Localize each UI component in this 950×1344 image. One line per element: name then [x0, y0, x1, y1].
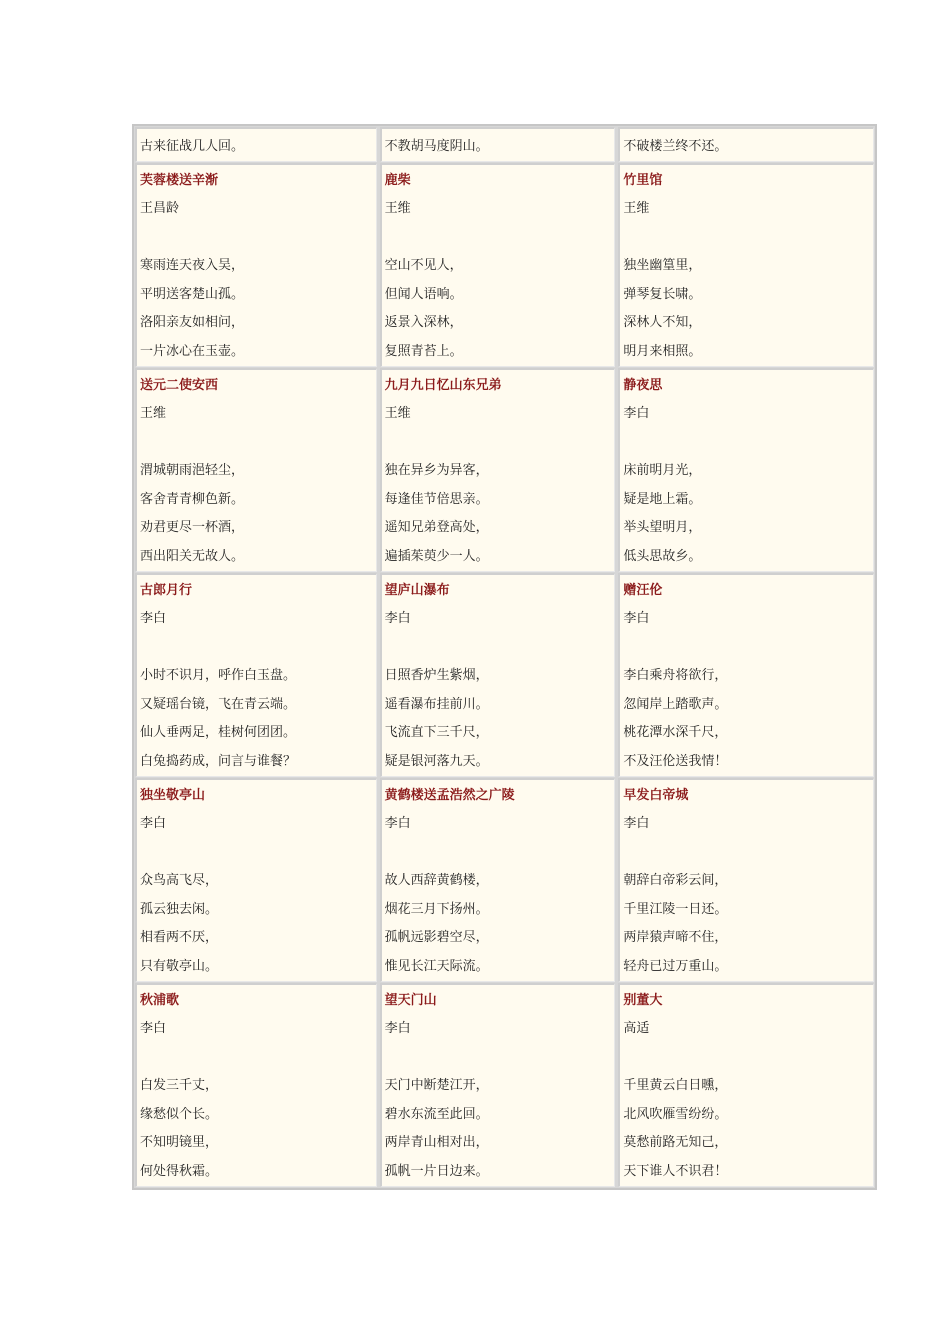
poem-line: 白兔捣药成，问言与谁餐？ — [140, 753, 297, 769]
poem-line: 众鸟高飞尽， — [140, 873, 219, 888]
table-row — [134, 982, 875, 1188]
poem-cell — [380, 573, 616, 777]
poem-title: 竹里馆 — [623, 173, 663, 188]
poem-line: 渭城朝雨浥轻尘， — [140, 463, 245, 478]
poem-cell — [618, 127, 874, 162]
poem-author: 王维 — [140, 406, 167, 421]
poem-line: 烟花三月下扬州。 — [384, 901, 489, 917]
poem-author: 王昌龄 — [140, 201, 180, 216]
poem-title: 赠汪伦 — [623, 583, 663, 598]
poem-cell — [135, 573, 377, 777]
poem-line: 又疑瑶台镜，飞在青云端。 — [140, 696, 297, 712]
poem-line: 一片冰心在玉壶。 — [140, 343, 245, 359]
spacer — [385, 223, 615, 252]
poem-line: 独坐幽篁里， — [623, 258, 702, 273]
poem-cell — [135, 778, 377, 982]
poem-cell — [380, 368, 616, 572]
poem-line: 寒雨连天夜入吴， — [140, 258, 245, 273]
poem-line: 独在异乡为异客， — [384, 463, 489, 478]
poem-line: 缘愁似个长。 — [140, 1106, 219, 1122]
table-row — [134, 162, 875, 367]
poem-line: 惟见长江天际流。 — [384, 958, 489, 974]
table-row — [134, 367, 875, 572]
poem-line: 莫愁前路无知己， — [623, 1135, 728, 1150]
poem-line: 飞流直下三千尺， — [384, 725, 489, 740]
poem-line: 不教胡马度阴山。 — [384, 139, 489, 154]
poem-line: 白发三千丈， — [140, 1078, 219, 1093]
poem-title: 送元二使安西 — [140, 378, 219, 393]
poem-table — [132, 124, 877, 1190]
spacer — [140, 838, 376, 867]
poem-cell — [380, 983, 616, 1187]
poem-title: 静夜思 — [623, 378, 663, 393]
poem-line: 洛阳亲友如相问， — [140, 315, 245, 330]
poem-line: 平明送客楚山孤。 — [140, 286, 245, 302]
spacer — [623, 633, 873, 662]
poem-cell — [135, 163, 377, 367]
poem-cell — [380, 778, 616, 982]
spacer — [140, 1043, 376, 1072]
poem-line: 故人西辞黄鹤楼， — [384, 873, 489, 888]
spacer — [623, 838, 873, 867]
poem-line: 孤帆一片日边来。 — [384, 1163, 489, 1179]
poem-author: 李白 — [623, 406, 650, 421]
spacer — [140, 223, 376, 252]
poem-line: 孤云独去闲。 — [140, 901, 219, 917]
poem-title: 望天门山 — [384, 993, 437, 1008]
table-row — [134, 572, 875, 777]
poem-author: 李白 — [623, 611, 650, 626]
poem-title: 芙蓉楼送辛渐 — [140, 173, 219, 188]
poem-line: 朝辞白帝彩云间， — [623, 873, 728, 888]
poem-line: 两岸猿声啼不住， — [623, 930, 728, 945]
spacer — [140, 428, 376, 457]
poem-author: 高适 — [623, 1021, 650, 1036]
poem-line: 空山不见人， — [384, 258, 463, 273]
poem-title: 独坐敬亭山 — [140, 788, 206, 803]
spacer — [140, 633, 376, 662]
poem-cell — [135, 983, 377, 1187]
poem-author: 李白 — [384, 1021, 411, 1036]
poem-cell — [618, 163, 874, 367]
poem-cell — [618, 573, 874, 777]
poem-line: 但闻人语响。 — [384, 286, 463, 302]
poem-author: 李白 — [384, 611, 411, 626]
poem-title: 秋浦歌 — [140, 993, 180, 1008]
poem-author: 李白 — [140, 1021, 167, 1036]
poem-line: 复照青苔上。 — [384, 343, 463, 359]
poem-line: 何处得秋霜。 — [140, 1163, 219, 1179]
poem-line: 轻舟已过万重山。 — [623, 958, 728, 974]
poem-cell — [135, 127, 377, 162]
poem-line: 劝君更尽一杯酒， — [140, 520, 245, 535]
poem-line: 返景入深林， — [384, 315, 463, 330]
spacer — [623, 428, 873, 457]
poem-author: 李白 — [623, 816, 650, 831]
poem-line: 弹琴复长啸。 — [623, 286, 702, 302]
poem-line: 深林人不知， — [623, 315, 702, 330]
poem-line: 低头思故乡。 — [623, 548, 702, 564]
poem-title: 九月九日忆山东兄弟 — [384, 378, 502, 393]
poem-cell — [618, 983, 874, 1187]
poem-cell — [380, 127, 616, 162]
poem-line: 明月来相照。 — [623, 343, 702, 359]
poem-line: 古来征战几人回。 — [140, 139, 245, 154]
poem-line: 疑是银河落九天。 — [384, 753, 489, 769]
poem-line: 床前明月光， — [623, 463, 702, 478]
poem-line: 天门中断楚江开， — [384, 1078, 489, 1093]
poem-line: 只有敬亭山。 — [140, 958, 219, 974]
poem-line: 两岸青山相对出， — [384, 1135, 489, 1150]
spacer — [385, 1043, 615, 1072]
poem-cell — [618, 778, 874, 982]
poem-author: 王维 — [384, 406, 411, 421]
poem-author: 王维 — [623, 201, 650, 216]
poem-author: 李白 — [140, 611, 167, 626]
spacer — [385, 428, 615, 457]
poem-line: 疑是地上霜。 — [623, 491, 702, 507]
poem-cell — [380, 163, 616, 367]
poem-title: 鹿柴 — [384, 173, 411, 188]
table-row — [134, 777, 875, 982]
table-row — [134, 126, 875, 162]
poem-author: 李白 — [140, 816, 167, 831]
poem-line: 西出阳关无故人。 — [140, 548, 245, 564]
poem-line: 不及汪伦送我情！ — [623, 753, 728, 769]
spacer — [623, 223, 873, 252]
poem-line: 桃花潭水深千尺， — [623, 725, 728, 740]
poem-title: 黄鹤楼送孟浩然之广陵 — [384, 788, 515, 803]
poem-title: 别董大 — [623, 993, 663, 1008]
poem-line: 遥知兄弟登高处， — [384, 520, 489, 535]
poem-line: 日照香炉生紫烟， — [384, 668, 489, 683]
poem-line: 千里黄云白日曛， — [623, 1078, 728, 1093]
poem-title: 早发白帝城 — [623, 788, 689, 803]
poem-line: 北风吹雁雪纷纷。 — [623, 1106, 728, 1122]
poem-line: 碧水东流至此回。 — [384, 1106, 489, 1122]
poem-line: 小时不识月，呼作白玉盘。 — [140, 668, 297, 683]
spacer — [623, 1043, 873, 1072]
poem-line: 忽闻岸上踏歌声。 — [623, 696, 728, 712]
poem-line: 不知明镜里， — [140, 1135, 219, 1150]
poem-cell — [135, 368, 377, 572]
poem-line: 李白乘舟将欲行， — [623, 668, 728, 683]
poem-line: 仙人垂两足，桂树何团团。 — [140, 725, 297, 740]
poem-author: 王维 — [384, 201, 411, 216]
poem-line: 客舍青青柳色新。 — [140, 491, 245, 507]
poem-line: 遥看瀑布挂前川。 — [384, 696, 489, 712]
poem-line: 天下谁人不识君！ — [623, 1163, 728, 1179]
poem-author: 李白 — [384, 816, 411, 831]
poem-line: 不破楼兰终不还。 — [623, 139, 728, 154]
spacer — [385, 633, 615, 662]
poem-line: 千里江陵一日还。 — [623, 901, 728, 917]
spacer — [385, 838, 615, 867]
poem-cell — [618, 368, 874, 572]
poem-line: 孤帆远影碧空尽， — [384, 930, 489, 945]
poem-title: 古郎月行 — [140, 583, 193, 598]
poem-line: 相看两不厌， — [140, 930, 219, 945]
poem-title: 望庐山瀑布 — [384, 583, 450, 598]
poem-line: 每逢佳节倍思亲。 — [384, 491, 489, 507]
poem-line: 举头望明月， — [623, 520, 702, 535]
poem-line: 遍插茱萸少一人。 — [384, 548, 489, 564]
